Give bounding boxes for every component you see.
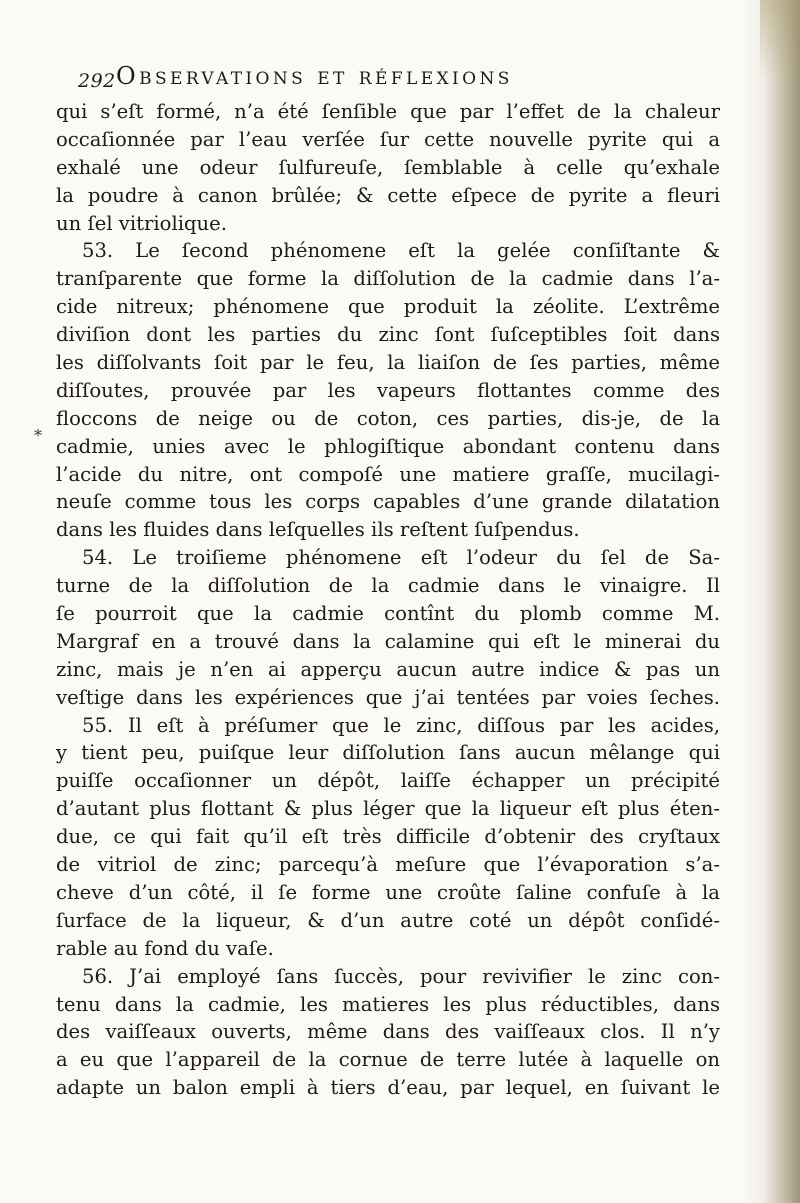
margin-asterisk-mark: * [34, 426, 42, 445]
text-line: ſurface de la liqueur, & d’un autre coté un dépôt conſidé- [56, 908, 720, 932]
text-line: tenu dans la cadmie, les matieres les plus réductibles, dans [56, 992, 720, 1016]
text-line: tranſparente que forme la diſſolution de la cadmie dans l’a- [56, 267, 720, 291]
text-line: 56. J’ai employé ſans ſuccès, pour revivifier le zinc con- [82, 964, 720, 988]
text-line: diviſion dont les parties du zinc ſont ſuſceptibles ſoit dans [56, 323, 720, 347]
text-line: 55. Il eſt à préſumer que le zinc, diſſous par les acides, [82, 713, 720, 737]
page-edge-stain [760, 0, 800, 80]
page-number: 292 [78, 70, 116, 92]
text-line: veſtige dans les expériences que j’ai tentées par voies ſeches. [56, 685, 720, 709]
text-line: diſſoutes, prouvée par les vapeurs flottantes comme des [56, 378, 720, 402]
text-line: y tient peu, puiſque leur diſſolution ſans aucun mêlange qui [56, 741, 720, 765]
text-line: cadmie, unies avec le phlogiſtique abondant contenu dans [56, 434, 720, 458]
text-line: la poudre à canon brûlée; & cette eſpece de pyrite a fleuri [56, 183, 720, 207]
page-header [78, 62, 718, 92]
text-line: adapte un balon empli à tiers d’eau, par lequel, en ſuivant le [56, 1076, 720, 1100]
text-line: rable au fond du vaſe. [56, 936, 274, 960]
text-line: de vitriol de zinc; parcequ’à meſure que l’évaporation s’a- [56, 853, 720, 877]
text-line: occaſionnée par l’eau verſée ſur cette nouvelle pyrite qui a [56, 127, 720, 151]
body-text [56, 98, 720, 1102]
text-line: a eu que l’appareil de la cornue de terre lutée à laquelle on [56, 1048, 720, 1072]
text-line: ſe pourroit que la cadmie contînt du plomb comme M. [56, 602, 720, 626]
text-line: cheve d’un côté, il ſe forme une croûte ſaline confuſe à la [56, 880, 720, 904]
text-line: zinc, mais je n’en ai apperçu aucun autre indice & pas un [56, 657, 720, 681]
text-line: d’autant plus flottant & plus léger que la liqueur eſt plus éten- [56, 797, 720, 821]
page-edge-shadow [740, 0, 800, 1203]
text-line: exhalé une odeur ſulfureuſe, ſemblable à celle qu’exhale [56, 155, 720, 179]
text-line: Margraf en a trouvé dans la calamine qui eſt le minerai du [56, 629, 720, 653]
text-line: l’acide du nitre, ont compoſé une matiere graſſe, mucilagi- [56, 462, 720, 486]
text-line: qui s’eſt formé, n’a été ſenſible que par l’effet de la chaleur [56, 100, 720, 123]
text-line: turne de la diſſolution de la cadmie dans le vinaigre. Il [56, 574, 720, 598]
text-line: les diſſolvants ſoit par le feu, la liaiſon de ſes parties, même [56, 351, 720, 375]
text-line: due, ce qui fait qu’il eſt très difficile d’obtenir des cryſtaux [56, 825, 720, 849]
text-line: floccons de neige ou de coton, ces parties, dis-je, de la [56, 406, 720, 430]
text-line: un ſel vitriolique. [56, 211, 227, 235]
text-line: cide nitreux; phénomene que produit la zéolite. L’extrême [56, 295, 720, 319]
text-line: dans les fluides dans leſquelles ils reſtent ſuſpendus. [56, 518, 580, 542]
text-line: puiſſe occaſionner un dépôt, laiſſe échapper un précipité [56, 769, 720, 793]
running-head: Observations et réflexions [116, 62, 513, 90]
text-line: 53. Le ſecond phénomene eſt la gelée conſiſtante & [82, 239, 720, 263]
text-line: des vaiſſeaux ouverts, même dans des vaiſſeaux clos. Il n’y [56, 1020, 720, 1044]
text-line: neuſe comme tous les corps capables d’une grande dilatation [56, 490, 720, 514]
text-line: 54. Le troiſieme phénomene eſt l’odeur du ſel de Sa- [82, 546, 720, 570]
